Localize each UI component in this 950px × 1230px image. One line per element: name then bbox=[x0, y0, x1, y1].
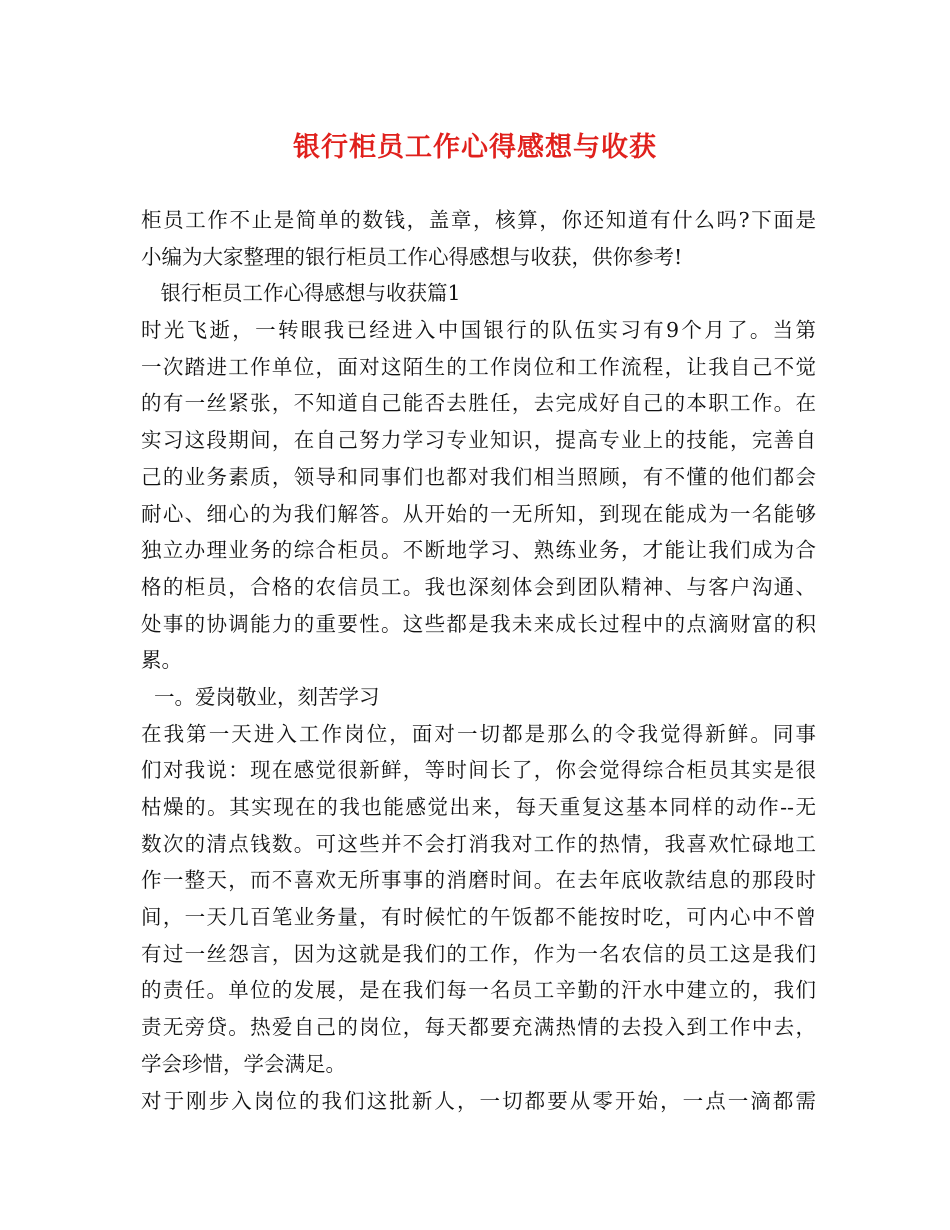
paragraph-line: 的有一丝紧张，不知道自己能否去胜任，去完成好自己的本职工作。在 bbox=[141, 391, 816, 416]
paragraph-line: 枯燥的。其实现在的我也能感觉出来，每天重复这基本同样的动作--无 bbox=[141, 795, 816, 819]
paragraph-line: 己的业务素质，领导和同事们也都对我们相当照顾，有不懂的他们都会 bbox=[141, 464, 816, 489]
paragraph-line: 一。爱岗敬业，刻苦学习 bbox=[141, 684, 380, 709]
paragraph-line: 银行柜员工作心得感想与收获篇1 bbox=[141, 281, 461, 306]
paragraph-line: 责无旁贷。热爱自己的岗位，每天都要充满热情的去投入到工作中去， bbox=[141, 1015, 816, 1040]
paragraph-line: 耐心、细心的为我们解答。从开始的一无所知，到现在能成为一名能够 bbox=[141, 501, 816, 526]
paragraph-line: 间，一天几百笔业务量，有时候忙的午饭都不能按时吃，可内心中不曾 bbox=[141, 905, 816, 930]
paragraph-line: 学会珍惜，学会满足。 bbox=[141, 1051, 346, 1076]
paragraph-line: 时光飞逝，一转眼我已经进入中国银行的队伍实习有9个月了。当第 bbox=[141, 318, 816, 343]
paragraph-line: 小编为大家整理的银行柜员工作心得感想与收获，供你参考! bbox=[141, 244, 683, 269]
paragraph-line: 独立办理业务的综合柜员。不断地学习、熟练业务，才能让我们成为合 bbox=[141, 538, 816, 563]
paragraph-line: 一次踏进工作单位，面对这陌生的工作岗位和工作流程，让我自己不觉 bbox=[141, 354, 816, 379]
paragraph-line: 数次的清点钱数。可这些并不会打消我对工作的热情，我喜欢忙碌地工 bbox=[141, 831, 816, 856]
paragraph-line: 们对我说：现在感觉很新鲜，等时间长了，你会觉得综合柜员其实是很 bbox=[141, 758, 816, 783]
paragraph-line: 累。 bbox=[141, 648, 182, 673]
document-title: 银行柜员工作心得感想与收获 bbox=[293, 132, 657, 163]
paragraph-line: 有过一丝怨言，因为这就是我们的工作，作为一名农信的员工这是我们 bbox=[141, 941, 816, 966]
document-body bbox=[141, 202, 816, 1119]
paragraph-line: 的责任。单位的发展，是在我们每一名员工辛勤的汗水中建立的，我们 bbox=[141, 978, 816, 1003]
paragraph-line: 格的柜员，合格的农信员工。我也深刻体会到团队精神、与客户沟通、 bbox=[141, 574, 816, 599]
paragraph-line: 实习这段期间，在自己努力学习专业知识，提高专业上的技能，完善自 bbox=[141, 428, 816, 453]
paragraph-line: 处事的协调能力的重要性。这些都是我未来成长过程中的点滴财富的积 bbox=[141, 611, 816, 636]
paragraph-line: 在我第一天进入工作岗位，面对一切都是那么的令我觉得新鲜。同事 bbox=[141, 721, 816, 746]
paragraph-line: 柜员工作不止是简单的数钱，盖章，核算，你还知道有什么吗?下面是 bbox=[141, 208, 816, 232]
paragraph-line: 作一整天，而不喜欢无所事事的消磨时间。在去年底收款结息的那段时 bbox=[141, 868, 816, 893]
paragraph-line: 对于刚步入岗位的我们这批新人，一切都要从零开始，一点一滴都需 bbox=[141, 1088, 816, 1113]
